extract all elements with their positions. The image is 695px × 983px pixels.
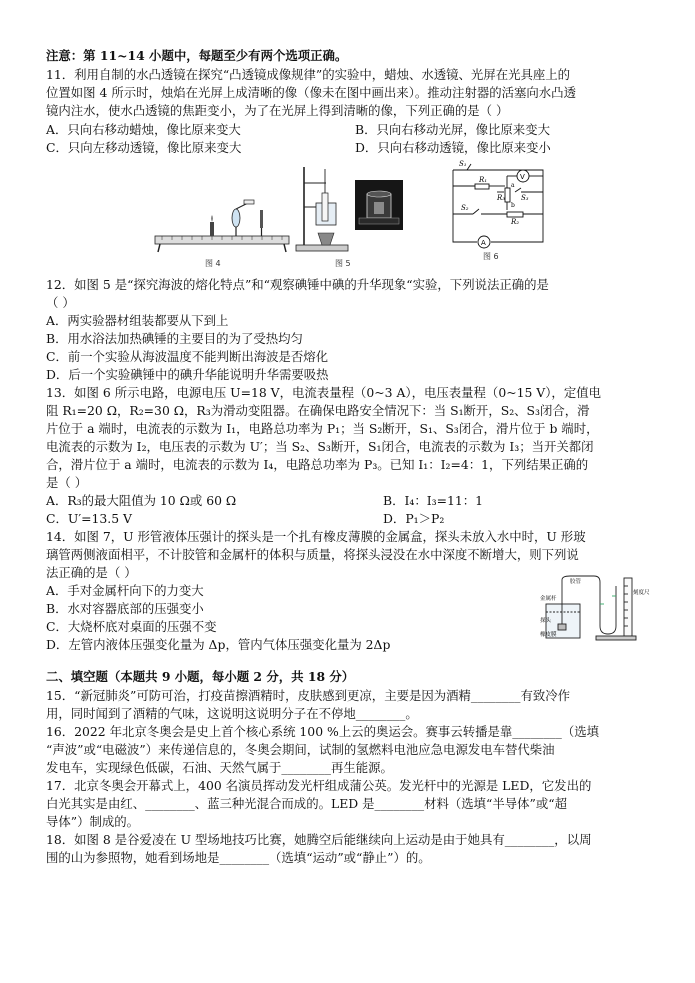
q13-option-c: C．U′=13.5 V — [46, 511, 132, 526]
q18-line-2: 围的山为参照物，她看到场地是________（选填“运动”或“静止”）的。 — [46, 850, 431, 865]
q17-line-1: 17．北京冬奥会开幕式上，400 名演员挥动发光杆组成蒲公英。发光杆中的光源是 LED，它发出的 — [46, 778, 592, 793]
end-a-label: a — [511, 182, 515, 189]
q13-line-4: 电流表的示数为 I₂，电压表的示数为 U′；当 S₂、S₃断开，S₁闭合，电流表的示数为 I₃；当开关都闭 — [46, 439, 594, 454]
q13-line-5: 合，滑片位于 a 端时，电流表的示数为 I₄，电路总功率为 P₃。已知 I₁：I₂=4：1，下列结果正确的 — [46, 457, 589, 472]
figure-4-optical-bench — [152, 192, 292, 256]
q11-option-d: D．只向右移动透镜，像比原来变小 — [355, 140, 551, 155]
q17-line-3: 导体”）制成的。 — [46, 814, 140, 829]
s1-label: S₁ — [459, 160, 467, 168]
q12-option-a: A．两实验器材组装都要从下到上 — [46, 313, 229, 328]
scale-label: 刻度尺 — [633, 590, 650, 596]
r1-label: R₁ — [479, 176, 488, 184]
q11-line-2: 位置如图 4 所示时，烛焰在光屏上成清晰的像（像未在图中画出来）。推动注射器的活塞向水凸透 — [46, 85, 576, 100]
figure-6-caption: 图 6 — [483, 252, 499, 261]
q15-line-2: 用，同时闻到了酒精的气味，这说明这说明分子在不停地________。 — [46, 706, 418, 721]
probe-label: 探头 — [540, 618, 552, 624]
metal-rod-label: 金属杆 — [540, 596, 557, 602]
r2-label: R₂ — [511, 218, 520, 226]
q13-option-b: B．I₄：I₃=11：1 — [383, 493, 484, 508]
end-b-label: b — [511, 202, 515, 209]
figure-4-caption: 图 4 — [205, 259, 221, 268]
s3-label: S₃ — [521, 194, 529, 202]
r3-label: R₃ — [497, 194, 506, 202]
figure-5-iodine-hammer-photo — [355, 180, 403, 230]
q13-line-1: 13．如图 6 所示电路，电源电压 U=18 V，电流表量程（0~3 A），电压表量程（0~15 V），定值电 — [46, 385, 601, 400]
ammeter-label: A — [481, 239, 486, 247]
notice-heading: 注意：第 11~14 小题中，每题至少有两个选项正确。 — [46, 48, 348, 63]
q11-line-1: 11．利用自制的水凸透镜在探究“凸透镜成像规律”的实验中，蜡烛、水透镜、光屏在光具座上的 — [46, 67, 571, 82]
q12-line-1: 12．如图 5 是“探究海波的熔化特点”和“观察碘锤中碘的升华现象“实验，下列说法正确的是 — [46, 277, 549, 292]
film-label: 橡皮膜 — [540, 632, 557, 638]
rubber-tube-label: 胶管 — [570, 579, 582, 585]
q13-line-6: 是（ ） — [46, 475, 88, 490]
figure-7-u-tube-gauge — [540, 574, 650, 644]
q13-option-d: D．P₁＞P₂ — [383, 511, 445, 526]
q14-line-2: 璃管两侧液面相平，不计胶管和金属杆的体积与质量，将探头浸没在水中深度不断增大，则下列说 — [46, 547, 579, 562]
q15-line-1: 15．“新冠肺炎”可防可治，打疫苗擦酒精时，皮肤感到更凉，主要是因为酒精________有致冷作 — [46, 688, 571, 703]
figure-5-apparatus-stand — [292, 163, 352, 253]
section-2-heading: 二、填空题（本题共 9 小题，每小题 2 分，共 18 分） — [46, 669, 355, 684]
q14-option-c: C．大烧杯底对桌面的压强不变 — [46, 619, 217, 634]
q16-line-1: 16．2022 年北京冬奥会是史上首个核心系统 100 %上云的奥运会。赛事云转播是靠________（选填 — [46, 724, 599, 739]
q18-line-1: 18．如图 8 是谷爱凌在 U 型场地技巧比赛，她腾空后能继续向上运动是由于她具有________，以周 — [46, 832, 592, 847]
q12-option-d: D．后一个实验碘锤中的碘升华能说明升华需要吸热 — [46, 367, 329, 382]
q14-option-a: A．手对金属杆向下的力变大 — [46, 583, 204, 598]
q13-option-a: A．R₃的最大阻值为 10 Ω或 60 Ω — [46, 493, 237, 508]
q14-option-b: B．水对容器底部的压强变小 — [46, 601, 204, 616]
q11-option-b: B．只向右移动光屏，像比原来变大 — [355, 122, 550, 137]
q16-line-2: “声波”或“电磁波”）来传递信息的，冬奥会期间，试制的氢燃料电池应急电源发电车替代柴油 — [46, 742, 555, 757]
q17-line-2: 白光其实是由红、________、蓝三种光混合而成的。LED 是________材料（选填“半导体”或“超 — [46, 796, 567, 811]
q13-line-2: 阻 R₁=20 Ω，R₂=30 Ω，R₃为滑动变阻器。在确保电路安全情况下：当 S₁断开，S₂、S₃闭合，滑 — [46, 403, 590, 418]
voltmeter-label: V — [520, 173, 525, 181]
figure-6-circuit — [445, 160, 550, 250]
s2-label: S₂ — [461, 204, 469, 212]
q11-line-3: 镜内注水，使水凸透镜的焦距变小，为了在光屏上得到清晰的像，下列正确的是（ ） — [46, 103, 509, 118]
q16-line-3: 发电车，实现绿色低碳，石油、天然气属于________再生能源。 — [46, 760, 393, 775]
q11-option-c: C．只向左移动透镜，像比原来变大 — [46, 140, 242, 155]
q11-option-a: A．只向右移动蜡烛，像比原来变大 — [46, 122, 241, 137]
q14-option-d: D．左管内液体压强变化量为 Δp，管内气体压强变化量为 2Δp — [46, 637, 391, 652]
q12-line-2: （ ） — [46, 295, 75, 310]
figure-5-caption: 图 5 — [335, 259, 351, 268]
q12-option-b: B．用水浴法加热碘锤的主要目的为了受热均匀 — [46, 331, 303, 346]
q12-option-c: C．前一个实验从海波温度不能判断出海波是否熔化 — [46, 349, 329, 364]
q14-line-3: 法正确的是（ ） — [46, 565, 137, 580]
q14-line-1: 14．如图 7，U 形管液体压强计的探头是一个扎有橡皮薄膜的金属盒，探头未放入水中时，U 形玻 — [46, 529, 586, 544]
q13-line-3: 片位于 a 端时，电流表的示数为 I₁，电路总功率为 P₁；当 S₂断开，S₁、S₃闭合，滑片位于 b 端时， — [46, 421, 599, 436]
